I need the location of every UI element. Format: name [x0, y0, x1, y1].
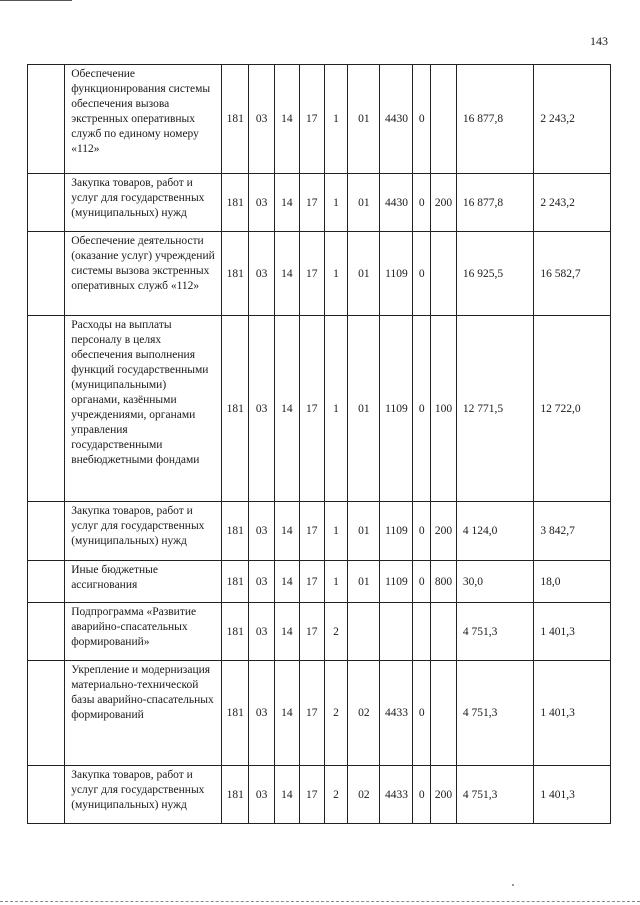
amount-planned: 4 751,3 [456, 766, 534, 824]
amount-planned: 4 751,3 [456, 661, 534, 766]
code-cell: 01 [348, 502, 380, 561]
code-cell: 200 [431, 174, 457, 232]
code-cell [348, 603, 380, 661]
code-cell: 17 [299, 232, 324, 316]
table-row [28, 561, 611, 603]
table-row [28, 65, 611, 174]
code-cell: 14 [275, 232, 300, 316]
code-cell: 0 [413, 174, 431, 232]
code-cell: 0 [413, 65, 431, 174]
code-cell: 17 [299, 65, 324, 174]
amount-executed: 3 842,7 [534, 502, 611, 561]
item-name: Обеспечение функционирования системы обеспечения вызова экстренных оперативных служб по единому номеру «112» [65, 65, 222, 174]
code-cell: 02 [348, 661, 380, 766]
code-cell: 1 [324, 561, 348, 603]
code-cell: 17 [299, 174, 324, 232]
table-row [28, 766, 611, 824]
code-cell: 17 [299, 502, 324, 561]
code-cell: 0 [413, 316, 431, 502]
code-cell: 01 [348, 232, 380, 316]
amount-executed: 2 243,2 [534, 65, 611, 174]
scan-bottom-edge [0, 901, 640, 903]
item-name: Закупка товаров, работ и услуг для государственных (муниципальных) нужд [65, 174, 222, 232]
code-cell: 03 [249, 174, 275, 232]
code-cell [431, 232, 457, 316]
code-cell: 181 [222, 232, 249, 316]
code-cell: 1 [324, 65, 348, 174]
amount-executed: 2 243,2 [534, 174, 611, 232]
item-name: Иные бюджетные ассигнования [65, 561, 222, 603]
empty-cell [28, 174, 65, 232]
code-cell: 4433 [380, 661, 413, 766]
amount-executed: 16 582,7 [534, 232, 611, 316]
item-name: Подпрограмма «Развитие аварийно-спасательных формирований» [65, 603, 222, 661]
code-cell: 2 [324, 603, 348, 661]
code-cell: 03 [249, 232, 275, 316]
code-cell: 200 [431, 502, 457, 561]
code-cell [431, 65, 457, 174]
code-cell: 1 [324, 502, 348, 561]
item-name: Расходы на выплаты персоналу в целях обеспечения выполнения функций государственными (муниципальными) органами, казёнными учреждениями, органами управления государственными внебюджетными фондами [65, 316, 222, 502]
amount-planned: 12 771,5 [456, 316, 534, 502]
scan-speck [512, 884, 514, 886]
code-cell: 03 [249, 316, 275, 502]
code-cell: 1109 [380, 502, 413, 561]
code-cell [431, 661, 457, 766]
code-cell: 4433 [380, 766, 413, 824]
code-cell: 181 [222, 603, 249, 661]
code-cell: 0 [413, 561, 431, 603]
code-cell: 17 [299, 316, 324, 502]
code-cell: 14 [275, 502, 300, 561]
item-name: Закупка товаров, работ и услуг для государственных (муниципальных) нужд [65, 502, 222, 561]
empty-cell [28, 232, 65, 316]
code-cell: 14 [275, 316, 300, 502]
code-cell: 14 [275, 65, 300, 174]
scan-edge-line [0, 0, 72, 1]
amount-executed: 1 401,3 [534, 603, 611, 661]
code-cell: 1 [324, 316, 348, 502]
amount-executed: 1 401,3 [534, 661, 611, 766]
table-row [28, 174, 611, 232]
code-cell: 17 [299, 766, 324, 824]
code-cell: 800 [431, 561, 457, 603]
empty-cell [28, 502, 65, 561]
code-cell: 100 [431, 316, 457, 502]
code-cell: 17 [299, 661, 324, 766]
table-row [28, 502, 611, 561]
budget-table [27, 64, 611, 824]
code-cell: 14 [275, 174, 300, 232]
code-cell: 181 [222, 502, 249, 561]
code-cell: 4430 [380, 65, 413, 174]
code-cell [380, 603, 413, 661]
code-cell: 17 [299, 561, 324, 603]
code-cell: 17 [299, 603, 324, 661]
code-cell: 1109 [380, 316, 413, 502]
code-cell: 14 [275, 766, 300, 824]
code-cell: 01 [348, 65, 380, 174]
code-cell: 181 [222, 174, 249, 232]
table-row [28, 316, 611, 502]
code-cell: 14 [275, 561, 300, 603]
amount-planned: 16 925,5 [456, 232, 534, 316]
code-cell: 01 [348, 316, 380, 502]
empty-cell [28, 766, 65, 824]
code-cell: 02 [348, 766, 380, 824]
table-row [28, 661, 611, 766]
code-cell: 181 [222, 316, 249, 502]
code-cell: 2 [324, 766, 348, 824]
code-cell: 181 [222, 661, 249, 766]
code-cell: 0 [413, 232, 431, 316]
code-cell: 03 [249, 502, 275, 561]
code-cell [413, 603, 431, 661]
amount-planned: 16 877,8 [456, 174, 534, 232]
empty-cell [28, 661, 65, 766]
empty-cell [28, 65, 65, 174]
code-cell: 181 [222, 65, 249, 174]
code-cell: 03 [249, 661, 275, 766]
code-cell: 0 [413, 661, 431, 766]
amount-planned: 16 877,8 [456, 65, 534, 174]
code-cell: 1109 [380, 561, 413, 603]
amount-planned: 4 751,3 [456, 603, 534, 661]
empty-cell [28, 561, 65, 603]
code-cell: 01 [348, 561, 380, 603]
item-name: Закупка товаров, работ и услуг для государственных (муниципальных) нужд [65, 766, 222, 824]
amount-executed: 18,0 [534, 561, 611, 603]
code-cell: 03 [249, 65, 275, 174]
empty-cell [28, 603, 65, 661]
code-cell: 03 [249, 561, 275, 603]
code-cell: 14 [275, 603, 300, 661]
code-cell: 200 [431, 766, 457, 824]
amount-planned: 4 124,0 [456, 502, 534, 561]
item-name: Укрепление и модернизация материально-технической базы аварийно-спасательных формирований [65, 661, 222, 766]
code-cell: 1 [324, 174, 348, 232]
code-cell: 0 [413, 766, 431, 824]
code-cell: 1109 [380, 232, 413, 316]
item-name: Обеспечение деятельности (оказание услуг) учреждений системы вызова экстренных оперативных служб «112» [65, 232, 222, 316]
amount-executed: 12 722,0 [534, 316, 611, 502]
table-row [28, 232, 611, 316]
code-cell: 181 [222, 561, 249, 603]
amount-executed: 1 401,3 [534, 766, 611, 824]
code-cell [431, 603, 457, 661]
table-row [28, 603, 611, 661]
empty-cell [28, 316, 65, 502]
code-cell: 03 [249, 603, 275, 661]
code-cell: 14 [275, 661, 300, 766]
code-cell: 0 [413, 502, 431, 561]
code-cell: 2 [324, 661, 348, 766]
code-cell: 1 [324, 232, 348, 316]
page-number: 143 [590, 34, 608, 48]
code-cell: 4430 [380, 174, 413, 232]
amount-planned: 30,0 [456, 561, 534, 603]
code-cell: 01 [348, 174, 380, 232]
code-cell: 03 [249, 766, 275, 824]
code-cell: 181 [222, 766, 249, 824]
